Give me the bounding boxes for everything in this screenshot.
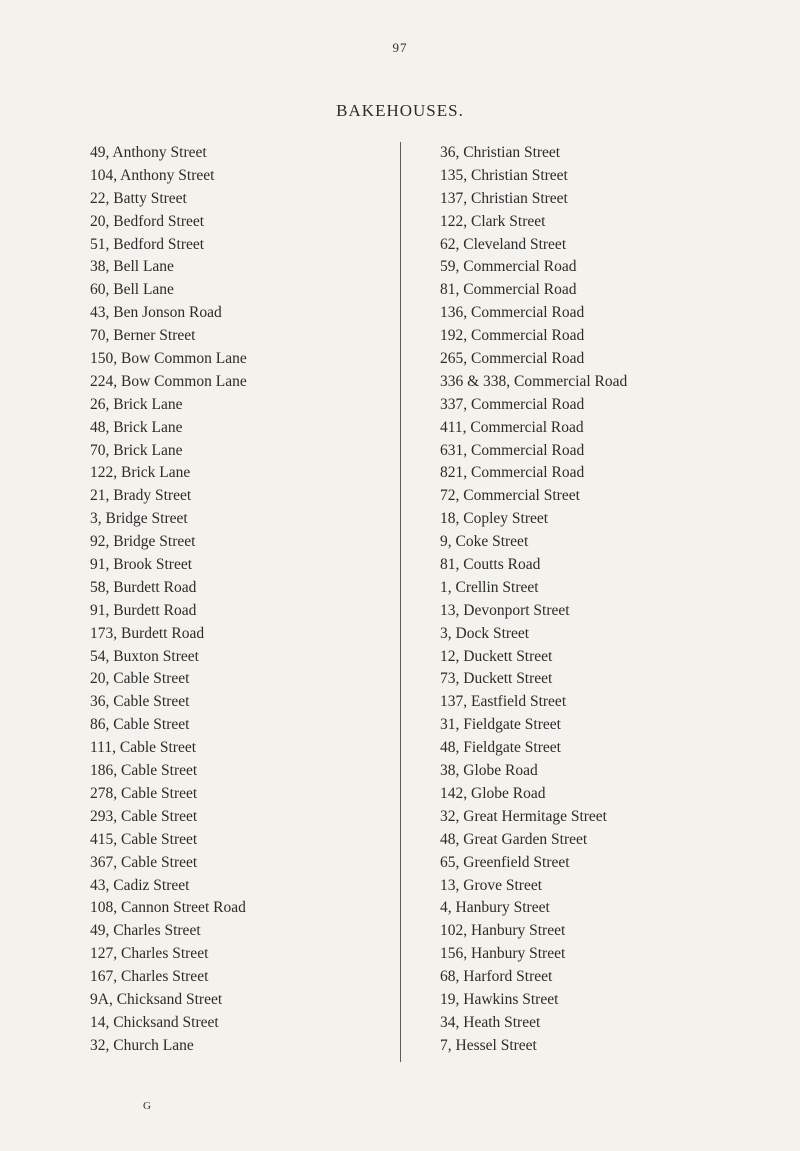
address-entry: 7, Hessel Street bbox=[440, 1036, 537, 1054]
address-entry: 86, Cable Street bbox=[90, 716, 190, 734]
address-entry: 411, Commercial Road bbox=[440, 418, 584, 436]
address-entry: 68, Harford Street bbox=[440, 968, 553, 986]
address-entry: 65, Greenfield Street bbox=[440, 853, 570, 871]
address-entry: 31, Fieldgate Street bbox=[440, 716, 561, 734]
address-entry: 9, Coke Street bbox=[440, 533, 529, 551]
address-entry: 22, Batty Street bbox=[90, 189, 187, 207]
address-entry: 72, Commercial Street bbox=[440, 487, 580, 505]
address-entry: 51, Bedford Street bbox=[90, 235, 205, 253]
address-entry: 20, Bedford Street bbox=[90, 212, 205, 230]
address-entry: 278, Cable Street bbox=[90, 784, 198, 802]
address-entry: 34, Heath Street bbox=[440, 1013, 541, 1031]
address-entry: 122, Brick Lane bbox=[90, 464, 191, 482]
address-entry: 3, Dock Street bbox=[440, 624, 530, 642]
address-entry: 415, Cable Street bbox=[90, 830, 198, 848]
address-entry: 224, Bow Common Lane bbox=[90, 372, 247, 390]
address-entry: 336 & 338, Commercial Road bbox=[440, 372, 628, 390]
right-address-list bbox=[440, 142, 785, 1058]
address-entry: 20, Cable Street bbox=[90, 670, 190, 688]
address-entry: 102, Hanbury Street bbox=[440, 922, 566, 940]
address-entry: 13, Devonport Street bbox=[440, 601, 570, 619]
address-entry: 92, Bridge Street bbox=[90, 533, 196, 551]
address-entry: 9A, Chicksand Street bbox=[90, 990, 223, 1008]
address-entry: 156, Hanbury Street bbox=[440, 945, 566, 963]
address-entry: 21, Brady Street bbox=[90, 487, 192, 505]
address-entry: 293, Cable Street bbox=[90, 807, 198, 825]
address-entry: 32, Great Hermitage Street bbox=[440, 807, 607, 825]
address-entry: 43, Ben Jonson Road bbox=[90, 304, 222, 322]
address-entry: 186, Cable Street bbox=[90, 762, 198, 780]
address-entry: 137, Eastfield Street bbox=[440, 693, 567, 711]
address-entry: 127, Charles Street bbox=[90, 945, 209, 963]
address-entry: 19, Hawkins Street bbox=[440, 990, 559, 1008]
address-entry: 91, Brook Street bbox=[90, 556, 193, 574]
address-entry: 137, Christian Street bbox=[440, 189, 568, 207]
address-entry: 18, Copley Street bbox=[440, 510, 549, 528]
address-entry: 38, Bell Lane bbox=[90, 258, 174, 276]
address-entry: 104, Anthony Street bbox=[90, 166, 215, 184]
address-entry: 14, Chicksand Street bbox=[90, 1013, 219, 1031]
address-entry: 142, Globe Road bbox=[440, 784, 546, 802]
address-entry: 70, Berner Street bbox=[90, 327, 196, 345]
address-entry: 167, Charles Street bbox=[90, 968, 209, 986]
address-entry: 265, Commercial Road bbox=[440, 350, 585, 368]
address-entry: 60, Bell Lane bbox=[90, 281, 174, 299]
address-entry: 4, Hanbury Street bbox=[440, 899, 550, 917]
address-entry: 62, Cleveland Street bbox=[440, 235, 567, 253]
address-entry: 70, Brick Lane bbox=[90, 441, 183, 459]
address-entry: 73, Duckett Street bbox=[440, 670, 553, 688]
address-entry: 36, Christian Street bbox=[440, 144, 561, 161]
address-entry: 122, Clark Street bbox=[440, 212, 546, 230]
address-entry: 136, Commercial Road bbox=[440, 304, 585, 322]
page-number: 97 bbox=[392, 40, 408, 55]
address-entry: 81, Coutts Road bbox=[440, 556, 541, 574]
address-entry: 58, Burdett Road bbox=[90, 578, 197, 596]
address-entry: 13, Grove Street bbox=[440, 876, 543, 894]
address-entry: 12, Duckett Street bbox=[440, 647, 553, 665]
address-entry: 32, Church Lane bbox=[90, 1036, 194, 1054]
address-entry: 111, Cable Street bbox=[90, 739, 197, 757]
address-entry: 38, Globe Road bbox=[440, 762, 538, 780]
left-address-list bbox=[90, 142, 395, 1058]
address-entry: 54, Buxton Street bbox=[90, 647, 199, 665]
address-entry: 150, Bow Common Lane bbox=[90, 350, 247, 368]
address-entry: 367, Cable Street bbox=[90, 853, 198, 871]
address-entry: 49, Anthony Street bbox=[90, 144, 207, 161]
address-entry: 135, Christian Street bbox=[440, 166, 568, 184]
address-entry: 48, Fieldgate Street bbox=[440, 739, 561, 757]
address-entry: 49, Charles Street bbox=[90, 922, 201, 940]
address-entry: 1, Crellin Street bbox=[440, 578, 539, 596]
address-entry: 59, Commercial Road bbox=[440, 258, 577, 276]
address-entry: 337, Commercial Road bbox=[440, 395, 585, 413]
address-entry: 631, Commercial Road bbox=[440, 441, 585, 459]
address-entry: 3, Bridge Street bbox=[90, 510, 188, 528]
address-entry: 192, Commercial Road bbox=[440, 327, 585, 345]
address-entry: 48, Great Garden Street bbox=[440, 830, 588, 848]
address-entry: 821, Commercial Road bbox=[440, 464, 585, 482]
address-entry: 43, Cadiz Street bbox=[90, 876, 190, 894]
address-entry: 36, Cable Street bbox=[90, 693, 190, 711]
address-entry: 81, Commercial Road bbox=[440, 281, 577, 299]
page-title: BAKEHOUSES. bbox=[336, 101, 464, 120]
address-entry: 173, Burdett Road bbox=[90, 624, 205, 642]
address-entry: 48, Brick Lane bbox=[90, 418, 183, 436]
signature-mark: G bbox=[143, 1100, 151, 1112]
address-entry: 26, Brick Lane bbox=[90, 395, 183, 413]
column-divider bbox=[400, 142, 401, 1062]
address-entry: 91, Burdett Road bbox=[90, 601, 197, 619]
address-entry: 108, Cannon Street Road bbox=[90, 899, 246, 917]
